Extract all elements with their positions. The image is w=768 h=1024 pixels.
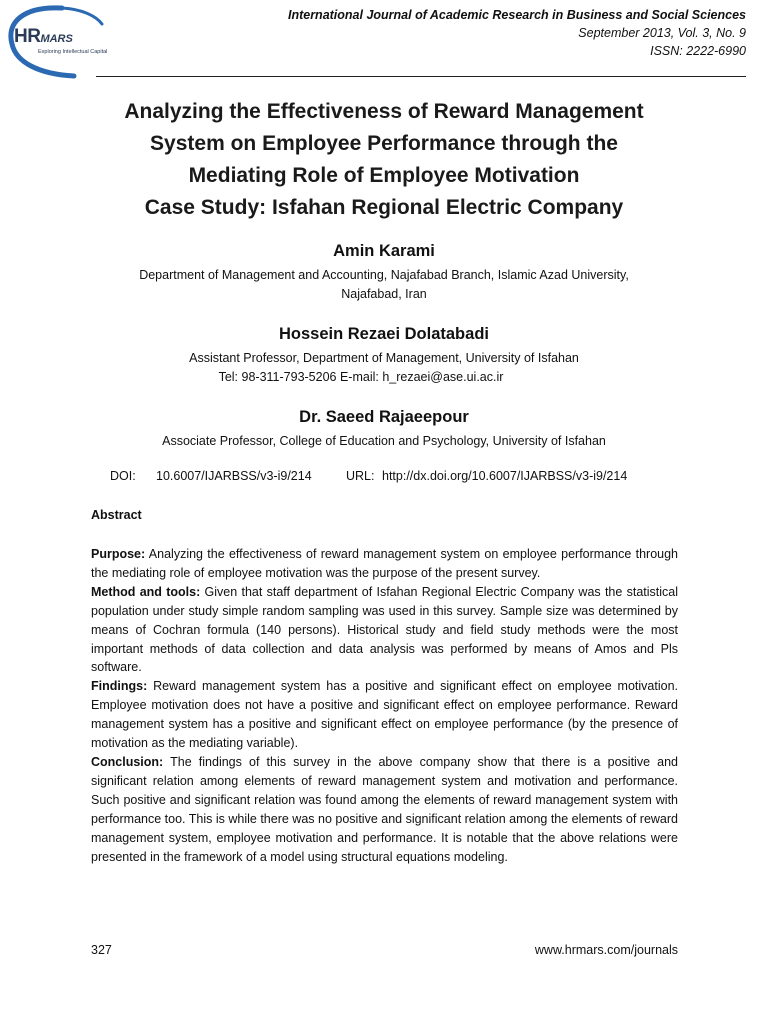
conclusion-label: Conclusion: xyxy=(91,754,164,769)
doi-value[interactable]: 10.6007/IJARBSS/v3-i9/214 xyxy=(156,469,312,483)
purpose-text: Analyzing the effectiveness of reward management system on employee performance through the mediating role of employee motivation was the purpose of the present survey. xyxy=(91,547,678,580)
author-affiliation: Associate Professor, College of Education and Psychology, University of Isfahan xyxy=(162,434,606,448)
journal-name: International Journal of Academic Research in Business and Social Sciences xyxy=(287,8,746,22)
findings-label: Findings: xyxy=(91,679,148,694)
logo-mars: MARS xyxy=(40,33,73,45)
purpose-label: Purpose: xyxy=(91,547,146,561)
conclusion-text: The findings of this survey in the above company show that there is a positive and significant relation among elements of reward management system and motivation and performance. Such positive and significant relation was found among the elements of reward management system with performance too. This is while there was no positive and significant relation among the elements of reward management system, employee motivation and performance. It is notable that the above relations were presented in the framework of a model using structural equations modeling. xyxy=(91,754,678,864)
header-rule xyxy=(96,76,746,77)
logo-wordmark xyxy=(14,26,73,48)
abstract-method xyxy=(91,583,678,678)
abstract-body xyxy=(91,545,678,866)
method-label: Method and tools: xyxy=(91,584,201,599)
author-block xyxy=(0,242,768,304)
title-line: Mediating Role of Employee Motivation xyxy=(188,164,580,187)
author-contact: Tel: 98-311-793-5206 E-mail: h_rezaei@ase.ui.ac.ir xyxy=(218,370,504,384)
logo-hr: HR xyxy=(14,26,41,47)
author-name: Dr. Saeed Rajaeepour xyxy=(299,408,469,426)
hrmars-logo xyxy=(4,4,116,80)
page-number: 327 xyxy=(91,943,112,957)
author-affiliation: Department of Management and Accounting, Najafabad Branch, Islamic Azad University, xyxy=(139,268,629,282)
method-text: Given that staff department of Isfahan Regional Electric Company was the statistical population under study simple random sampling was used in this survey. Sample size was determined by means of Cochran formula (140 persons). Historical study and field study methods were the most important methods of data collection and data analysis was performed by means of Amos and Pls software. xyxy=(91,584,679,675)
author-affiliation: Assistant Professor, Department of Management, University of Isfahan xyxy=(189,351,579,365)
author-block xyxy=(0,408,768,451)
paper-title xyxy=(40,96,728,224)
logo-tagline: Exploring Intellectual Capital xyxy=(38,49,108,55)
author-affiliation: Najafabad, Iran xyxy=(341,287,427,301)
title-line: Case Study: Isfahan Regional Electric Company xyxy=(144,196,624,219)
author-block xyxy=(0,325,768,387)
author-name: Hossein Rezaei Dolatabadi xyxy=(279,325,489,343)
findings-text: Reward management system has a positive and significant effect on employee motivation. Employee motivation does not have a positive and significant effect on employee performance. Reward management system has a positive and significant effect on employee performance (by the presence of motivation as the mediating variable). xyxy=(91,679,678,751)
journal-info xyxy=(288,6,746,60)
url-link[interactable]: http://dx.doi.org/10.6007/IJARBSS/v3-i9/214 xyxy=(382,469,628,483)
abstract-heading: Abstract xyxy=(91,508,142,522)
footer-website-link[interactable]: www.hrmars.com/journals xyxy=(534,943,678,957)
abstract-findings xyxy=(91,677,678,753)
title-line: System on Employee Performance through the xyxy=(150,132,618,155)
url-label: URL: xyxy=(346,469,375,483)
abstract-conclusion xyxy=(91,753,678,866)
journal-issue: September 2013, Vol. 3, No. 9 xyxy=(578,26,746,40)
journal-issn: ISSN: 2222-6990 xyxy=(650,44,746,58)
abstract-purpose xyxy=(91,545,678,583)
author-name: Amin Karami xyxy=(333,242,435,260)
title-line: Analyzing the Effectiveness of Reward Management xyxy=(124,100,644,123)
doi-label: DOI: xyxy=(110,469,136,483)
doi-line xyxy=(110,469,627,483)
